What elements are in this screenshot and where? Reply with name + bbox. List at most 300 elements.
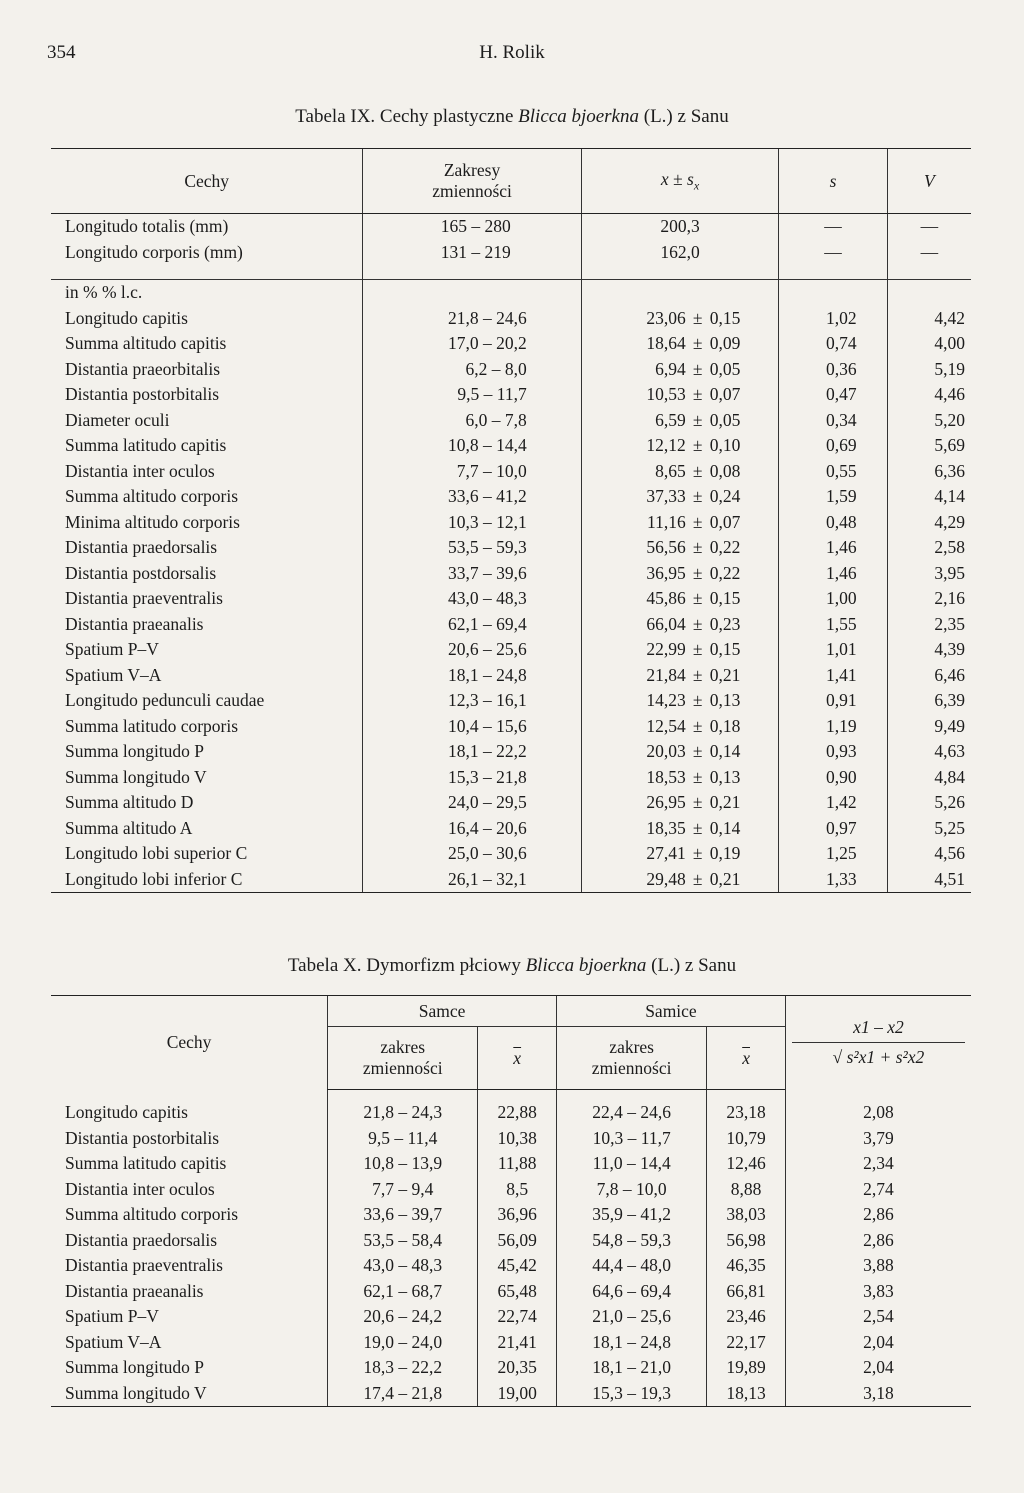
row-name: Distantia praeventralis <box>65 588 223 609</box>
plus-minus-sign: ± <box>692 792 703 813</box>
row-s: 0,93 <box>779 739 887 765</box>
row-mean: 18,35 <box>646 817 686 838</box>
row-name: Summa latitudo capitis <box>65 435 227 456</box>
row-range: 15,3 – 21,8 <box>363 765 581 791</box>
row-name: Summa latitudo corporis <box>65 715 239 736</box>
row-name: Distantia praeanalis <box>65 613 204 634</box>
plus-minus-sign: ± <box>692 843 703 864</box>
row-male-range: 33,6 – 39,7 <box>328 1202 478 1228</box>
row-se: 0,21 <box>709 792 741 813</box>
table-9-caption <box>0 106 1024 128</box>
row-mean: 11,16 <box>646 511 686 532</box>
row-range: 9,5 – 11,7 <box>363 382 581 408</box>
section-label: in % % l.c. <box>65 282 143 303</box>
row-s: 0,47 <box>779 382 887 408</box>
row-female-range: 11,0 – 14,4 <box>557 1151 707 1177</box>
row-name: Distantia postorbitalis <box>65 384 220 405</box>
row-mean: 6,94 <box>655 358 686 379</box>
table-10 <box>51 995 971 1407</box>
table-row <box>51 1355 971 1381</box>
row-se: 0,10 <box>709 435 741 456</box>
row-mean-se <box>581 561 779 587</box>
row-range: 6,0 – 7,8 <box>363 408 581 434</box>
row-name: Summa altitudo A <box>65 817 193 838</box>
row-mean-se <box>581 663 779 689</box>
row-v: 9,49 <box>887 714 971 740</box>
row-se: 0,15 <box>709 639 741 660</box>
plus-minus-sign: ± <box>692 486 703 507</box>
table-row <box>51 1090 971 1126</box>
row-se: 0,24 <box>709 486 741 507</box>
table-10-body <box>51 1090 971 1407</box>
row-range: 18,1 – 22,2 <box>363 739 581 765</box>
table-row <box>51 1177 971 1203</box>
row-s: 1,59 <box>779 484 887 510</box>
plus-minus-sign: ± <box>692 613 703 634</box>
plus-minus-sign: ± <box>692 384 703 405</box>
plus-minus-sign: ± <box>692 409 703 430</box>
row-range: 17,0 – 20,2 <box>363 331 581 357</box>
row-mean: 21,84 <box>646 664 686 685</box>
row-mean-se <box>581 714 779 740</box>
row-mean: 6,59 <box>655 409 686 430</box>
header-difference-numerator: x1 – x2 <box>792 1017 965 1043</box>
row-v: 4,42 <box>887 306 971 332</box>
plus-minus-sign: ± <box>692 715 703 736</box>
row-name: Summa altitudo corporis <box>65 1204 239 1225</box>
row-name: Spatium P–V <box>65 1306 159 1327</box>
row-v: 5,20 <box>887 408 971 434</box>
row-female-mean: 56,98 <box>707 1228 786 1254</box>
row-v: 4,56 <box>887 841 971 867</box>
table-10-caption <box>0 955 1024 977</box>
row-v: — <box>887 240 971 266</box>
row-mean: 56,56 <box>646 537 686 558</box>
row-range: 43,0 – 48,3 <box>363 586 581 612</box>
range-line2: zmienności <box>591 1058 672 1078</box>
table-row <box>51 1126 971 1152</box>
plus-minus-sign: ± <box>692 333 703 354</box>
header-female-mean: $\overline{x}$ <box>707 1027 786 1090</box>
table-row <box>51 306 971 332</box>
row-male-range: 7,7 – 9,4 <box>328 1177 478 1203</box>
table-row <box>51 1304 971 1330</box>
row-mean-se <box>581 637 779 663</box>
row-female-range: 64,6 – 69,4 <box>557 1279 707 1305</box>
table-row <box>51 688 971 714</box>
header-cechy: Cechy <box>51 996 328 1090</box>
row-range: 26,1 – 32,1 <box>363 867 581 893</box>
row-se: 0,08 <box>709 460 741 481</box>
row-mean: 162,0 <box>581 240 779 266</box>
table-row <box>51 1330 971 1356</box>
row-s: 0,90 <box>779 765 887 791</box>
table-row <box>51 357 971 383</box>
row-female-range: 22,4 – 24,6 <box>557 1090 707 1126</box>
range-line2: zmienności <box>362 1058 443 1078</box>
row-se: 0,21 <box>709 868 741 889</box>
row-range: 131 – 219 <box>363 240 581 266</box>
row-range: 10,8 – 14,4 <box>363 433 581 459</box>
row-s: 0,48 <box>779 510 887 536</box>
row-mean: 12,54 <box>646 715 686 736</box>
row-v: — <box>887 214 971 240</box>
row-se: 0,09 <box>709 333 741 354</box>
row-mean: 36,95 <box>646 562 686 583</box>
row-male-mean: 8,5 <box>478 1177 557 1203</box>
table-9 <box>51 148 971 893</box>
row-male-range: 19,0 – 24,0 <box>328 1330 478 1356</box>
plus-minus-sign: ± <box>692 690 703 711</box>
row-mean-se <box>581 535 779 561</box>
row-male-range: 20,6 – 24,2 <box>328 1304 478 1330</box>
row-name: Longitudo lobi inferior C <box>51 867 363 893</box>
table-row <box>51 637 971 663</box>
table-row <box>51 510 971 536</box>
plus-minus-sign: ± <box>692 435 703 456</box>
row-range: 21,8 – 24,6 <box>363 306 581 332</box>
table-row <box>51 841 971 867</box>
caption-species: Blicca bjoerkna <box>525 955 647 976</box>
row-se: 0,14 <box>709 817 741 838</box>
row-mean-se <box>581 357 779 383</box>
row-mean: 37,33 <box>646 486 686 507</box>
row-female-mean: 12,46 <box>707 1151 786 1177</box>
row-v: 6,39 <box>887 688 971 714</box>
row-difference: 2,86 <box>785 1228 971 1254</box>
row-name: Longitudo capitis <box>65 1102 188 1122</box>
plus-minus-sign: ± <box>692 664 703 685</box>
table-row <box>51 790 971 816</box>
row-female-mean: 8,88 <box>707 1177 786 1203</box>
row-male-range: 18,3 – 22,2 <box>328 1355 478 1381</box>
row-range: 10,3 – 12,1 <box>363 510 581 536</box>
row-name: Distantia inter oculos <box>65 460 215 481</box>
row-male-mean: 65,48 <box>478 1279 557 1305</box>
row-difference: 3,79 <box>785 1126 971 1152</box>
row-mean-se <box>581 484 779 510</box>
row-range: 12,3 – 16,1 <box>363 688 581 714</box>
plus-minus-sign: ± <box>692 537 703 558</box>
row-v: 5,69 <box>887 433 971 459</box>
plus-minus-sign: ± <box>692 588 703 609</box>
table-row <box>51 1381 971 1407</box>
row-difference: 2,04 <box>785 1355 971 1381</box>
table-row <box>51 612 971 638</box>
row-v: 4,39 <box>887 637 971 663</box>
running-head: H. Rolik <box>479 42 545 63</box>
table-row <box>51 484 971 510</box>
table-row <box>51 1279 971 1305</box>
row-name: Longitudo pedunculi caudae <box>65 690 265 711</box>
table-row <box>51 561 971 587</box>
row-range: 33,7 – 39,6 <box>363 561 581 587</box>
row-female-mean: 10,79 <box>707 1126 786 1152</box>
table-row <box>51 739 971 765</box>
row-name: Distantia postdorsalis <box>65 562 217 583</box>
row-v: 4,00 <box>887 331 971 357</box>
plus-minus-sign: ± <box>692 868 703 889</box>
range-line1: zakres <box>380 1037 426 1057</box>
row-name: Distantia praeventralis <box>65 1255 223 1276</box>
table-row <box>51 1228 971 1254</box>
row-female-mean: 19,89 <box>707 1355 786 1381</box>
row-male-mean: 20,35 <box>478 1355 557 1381</box>
row-name: Minima altitudo corporis <box>65 511 240 532</box>
row-mean-se <box>581 433 779 459</box>
header-male-mean: $\overline{x}$ <box>478 1027 557 1090</box>
row-male-range: 43,0 – 48,3 <box>328 1253 478 1279</box>
row-male-range: 53,5 – 58,4 <box>328 1228 478 1254</box>
row-s: 1,46 <box>779 535 887 561</box>
table-row <box>51 1253 971 1279</box>
table-row <box>51 214 971 240</box>
row-range: 16,4 – 20,6 <box>363 816 581 842</box>
row-mean: 27,41 <box>646 843 686 864</box>
header-zakresy-line1: Zakresy <box>443 160 501 180</box>
row-se: 0,07 <box>709 511 741 532</box>
row-difference: 2,86 <box>785 1202 971 1228</box>
row-se: 0,14 <box>709 741 741 762</box>
row-difference: 2,74 <box>785 1177 971 1203</box>
row-se: 0,19 <box>709 843 741 864</box>
row-s: 1,46 <box>779 561 887 587</box>
row-s: 1,25 <box>779 841 887 867</box>
row-name: Summa altitudo capitis <box>65 333 227 354</box>
header-mean <box>581 149 779 214</box>
table-row <box>51 586 971 612</box>
row-s: 1,19 <box>779 714 887 740</box>
row-male-range: 17,4 – 21,8 <box>328 1381 478 1407</box>
row-name: Distantia postorbitalis <box>65 1127 220 1148</box>
row-difference: 3,83 <box>785 1279 971 1305</box>
row-female-range: 10,3 – 11,7 <box>557 1126 707 1152</box>
row-difference: 3,88 <box>785 1253 971 1279</box>
row-range: 18,1 – 24,8 <box>363 663 581 689</box>
row-male-mean: 36,96 <box>478 1202 557 1228</box>
row-se: 0,18 <box>709 715 741 736</box>
row-mean: 45,86 <box>646 588 686 609</box>
row-mean: 200,3 <box>581 214 779 240</box>
row-female-range: 54,8 – 59,3 <box>557 1228 707 1254</box>
row-name: Spatium V–A <box>65 1331 162 1352</box>
row-v: 2,35 <box>887 612 971 638</box>
row-mean-se <box>581 841 779 867</box>
row-female-mean: 22,17 <box>707 1330 786 1356</box>
header-s: s <box>779 149 887 214</box>
row-mean: 20,03 <box>646 741 686 762</box>
plus-minus-sign: ± <box>692 639 703 660</box>
row-name: Summa longitudo V <box>65 766 207 787</box>
row-mean-se <box>581 867 779 893</box>
row-mean: 22,99 <box>646 639 686 660</box>
row-s: 1,33 <box>779 867 887 893</box>
row-name: Longitudo totalis (mm) <box>65 216 229 237</box>
header-zakresy <box>363 149 581 214</box>
row-s: 1,00 <box>779 586 887 612</box>
row-difference: 2,08 <box>785 1090 971 1126</box>
header-female-range <box>557 1027 707 1090</box>
row-name: Distantia praedorsalis <box>65 537 218 558</box>
table-row <box>51 1202 971 1228</box>
plus-minus-sign: ± <box>692 460 703 481</box>
row-name: Spatium P–V <box>65 639 159 660</box>
row-mean-se <box>581 510 779 536</box>
row-se: 0,13 <box>709 766 741 787</box>
row-male-mean: 45,42 <box>478 1253 557 1279</box>
row-male-mean: 22,74 <box>478 1304 557 1330</box>
row-v: 2,16 <box>887 586 971 612</box>
table-row <box>51 1151 971 1177</box>
row-difference: 2,54 <box>785 1304 971 1330</box>
row-range: 33,6 – 41,2 <box>363 484 581 510</box>
row-se: 0,21 <box>709 664 741 685</box>
header-cechy: Cechy <box>51 149 363 214</box>
row-female-range: 18,1 – 21,0 <box>557 1355 707 1381</box>
row-mean: 23,06 <box>646 307 686 328</box>
row-mean: 18,64 <box>646 333 686 354</box>
row-s: 1,01 <box>779 637 887 663</box>
row-range: 53,5 – 59,3 <box>363 535 581 561</box>
row-name: Distantia praedorsalis <box>65 1229 218 1250</box>
row-mean-se <box>581 306 779 332</box>
row-se: 0,15 <box>709 588 741 609</box>
table-row <box>51 663 971 689</box>
plus-minus-sign: ± <box>692 741 703 762</box>
header-samce: Samce <box>328 996 557 1027</box>
header-mean-label: x ± s <box>660 168 694 189</box>
row-mean: 12,12 <box>646 435 686 456</box>
row-range: 62,1 – 69,4 <box>363 612 581 638</box>
row-female-mean: 23,18 <box>707 1090 786 1126</box>
plus-minus-sign: ± <box>692 307 703 328</box>
row-mean: 14,23 <box>646 690 686 711</box>
row-v: 4,51 <box>887 867 971 893</box>
row-mean-se <box>581 382 779 408</box>
row-se: 0,15 <box>709 307 741 328</box>
table-9-section-mm <box>51 214 971 280</box>
row-female-mean: 38,03 <box>707 1202 786 1228</box>
row-name: Summa longitudo P <box>65 741 205 762</box>
row-s: 0,55 <box>779 459 887 485</box>
table-row <box>51 240 971 266</box>
header-difference <box>785 996 971 1090</box>
row-range: 24,0 – 29,5 <box>363 790 581 816</box>
row-s: 0,34 <box>779 408 887 434</box>
row-difference: 3,18 <box>785 1381 971 1407</box>
row-mean-se <box>581 408 779 434</box>
table-row <box>51 816 971 842</box>
table-row <box>51 331 971 357</box>
row-v: 2,58 <box>887 535 971 561</box>
row-female-range: 15,3 – 19,3 <box>557 1381 707 1407</box>
row-male-mean: 11,88 <box>478 1151 557 1177</box>
plus-minus-sign: ± <box>692 562 703 583</box>
row-name: Diameter oculi <box>65 409 170 430</box>
row-s: 0,97 <box>779 816 887 842</box>
row-mean: 8,65 <box>655 460 686 481</box>
caption-prefix: Tabela IX. Cechy plastyczne <box>295 106 514 127</box>
row-male-range: 62,1 – 68,7 <box>328 1279 478 1305</box>
plus-minus-sign: ± <box>692 766 703 787</box>
row-name: Summa altitudo corporis <box>65 486 239 507</box>
row-name: Longitudo corporis (mm) <box>65 241 243 262</box>
row-range: 6,2 – 8,0 <box>363 357 581 383</box>
plus-minus-sign: ± <box>692 817 703 838</box>
row-s: 1,41 <box>779 663 887 689</box>
header-v: V <box>887 149 971 214</box>
row-mean-se <box>581 790 779 816</box>
row-female-range: 44,4 – 48,0 <box>557 1253 707 1279</box>
row-se: 0,05 <box>709 358 741 379</box>
table-row <box>51 382 971 408</box>
caption-suffix: (L.) z Sanu <box>651 955 737 976</box>
row-v: 4,14 <box>887 484 971 510</box>
row-male-mean: 56,09 <box>478 1228 557 1254</box>
row-name: Summa longitudo P <box>65 1357 205 1378</box>
row-range: 25,0 – 30,6 <box>363 841 581 867</box>
row-mean-se <box>581 765 779 791</box>
row-s: 0,36 <box>779 357 887 383</box>
row-range: 20,6 – 25,6 <box>363 637 581 663</box>
row-range: 7,7 – 10,0 <box>363 459 581 485</box>
row-v: 4,84 <box>887 765 971 791</box>
row-range: 10,4 – 15,6 <box>363 714 581 740</box>
table-row <box>51 433 971 459</box>
row-name: Longitudo capitis <box>65 307 188 328</box>
header-male-range <box>328 1027 478 1090</box>
table-row <box>51 867 971 893</box>
row-mean-se <box>581 816 779 842</box>
row-male-range: 9,5 – 11,4 <box>328 1126 478 1152</box>
row-male-range: 21,8 – 24,3 <box>328 1090 478 1126</box>
row-female-range: 18,1 – 24,8 <box>557 1330 707 1356</box>
row-male-mean: 10,38 <box>478 1126 557 1152</box>
row-s: — <box>779 240 887 266</box>
row-s: 0,69 <box>779 433 887 459</box>
row-s: — <box>779 214 887 240</box>
row-v: 4,29 <box>887 510 971 536</box>
plus-minus-sign: ± <box>692 511 703 532</box>
row-name: Summa latitudo capitis <box>65 1153 227 1174</box>
row-v: 5,25 <box>887 816 971 842</box>
table-9-section-percent <box>51 280 971 893</box>
row-mean-se <box>581 688 779 714</box>
row-mean-se <box>581 739 779 765</box>
row-female-range: 21,0 – 25,6 <box>557 1304 707 1330</box>
row-v: 6,36 <box>887 459 971 485</box>
row-name: Distantia praeorbitalis <box>65 358 221 379</box>
row-female-mean: 23,46 <box>707 1304 786 1330</box>
row-se: 0,13 <box>709 690 741 711</box>
row-male-mean: 19,00 <box>478 1381 557 1407</box>
caption-prefix: Tabela X. Dymorfizm płciowy <box>287 955 521 976</box>
row-se: 0,07 <box>709 384 741 405</box>
row-se: 0,05 <box>709 409 741 430</box>
range-line1: zakres <box>609 1037 654 1057</box>
row-mean: 29,48 <box>646 868 686 889</box>
row-difference: 2,34 <box>785 1151 971 1177</box>
row-v: 6,46 <box>887 663 971 689</box>
table-row <box>51 459 971 485</box>
table-row <box>51 535 971 561</box>
row-mean: 18,53 <box>646 766 686 787</box>
table-row <box>51 408 971 434</box>
page-number: 354 <box>47 42 76 63</box>
row-name: Distantia praeanalis <box>65 1280 204 1301</box>
row-male-mean: 22,88 <box>478 1090 557 1126</box>
row-difference: 2,04 <box>785 1330 971 1356</box>
